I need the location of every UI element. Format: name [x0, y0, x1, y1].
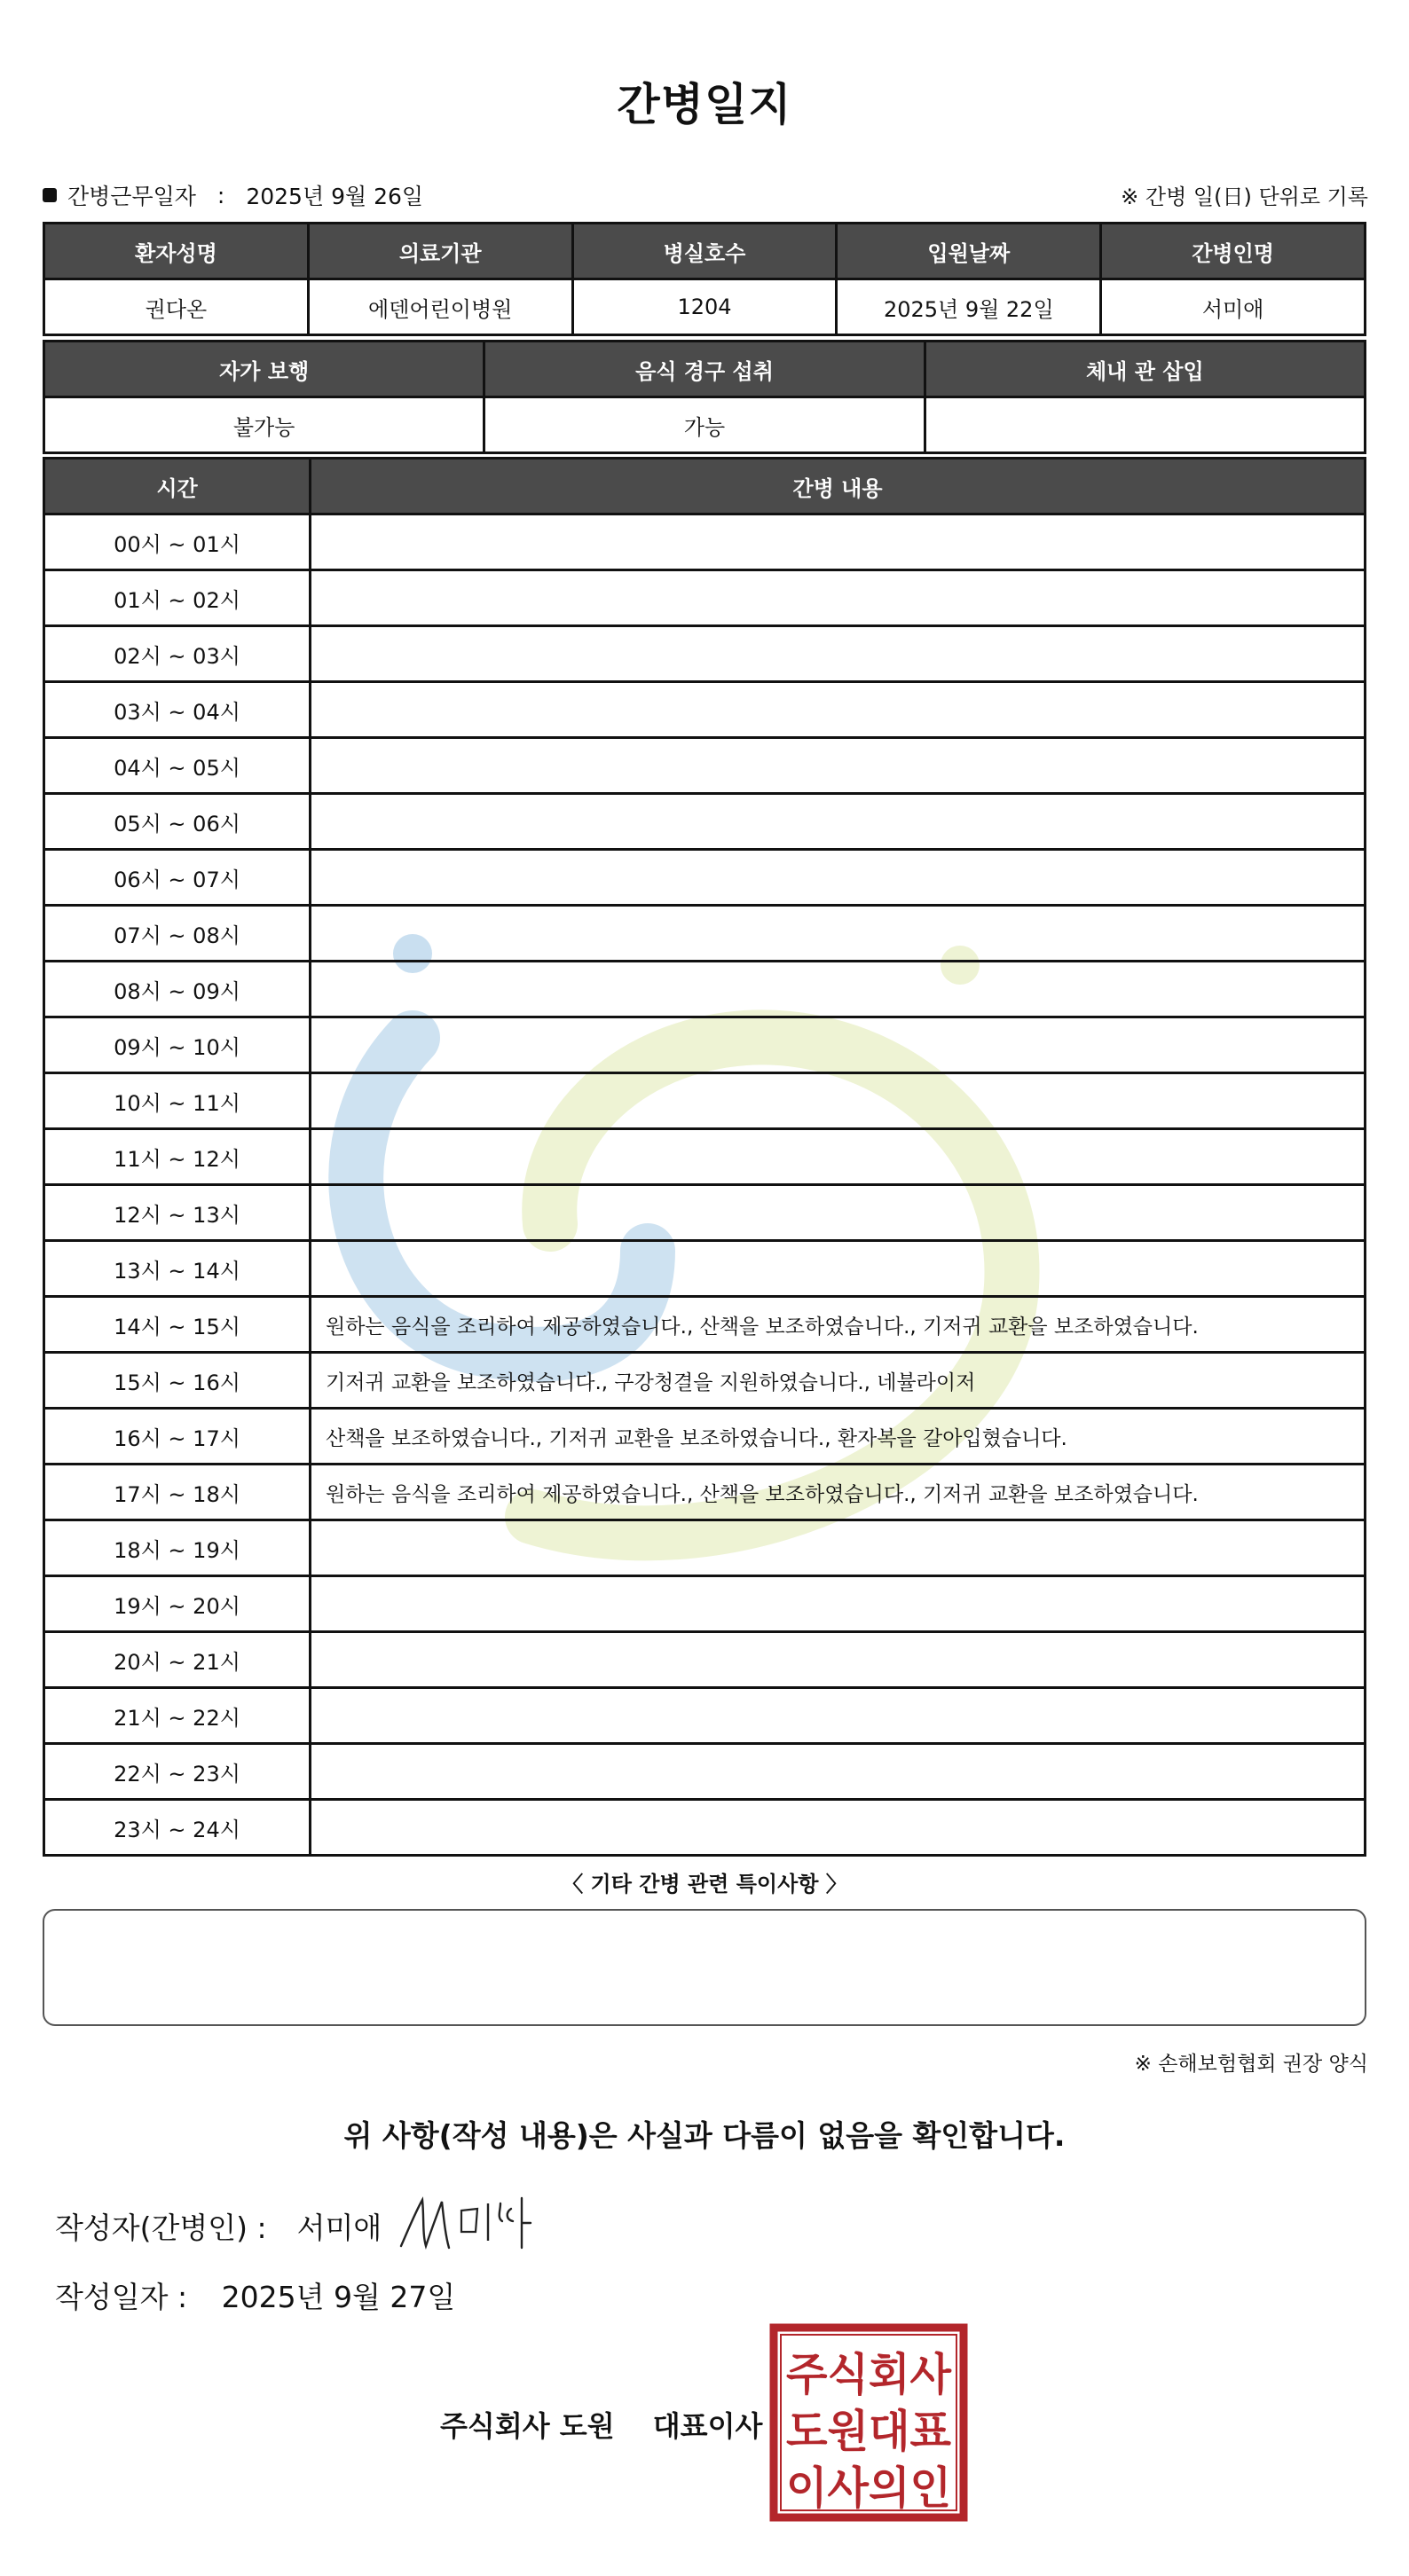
- header-care-content: 간병 내용: [311, 459, 1366, 514]
- log-row: [44, 626, 1366, 682]
- log-time: 22시 ~ 23시: [44, 1744, 311, 1800]
- log-time: 20시 ~ 21시: [44, 1632, 311, 1688]
- log-content: [311, 626, 1366, 682]
- header-oral-intake: 음식 경구 섭취: [484, 342, 925, 397]
- log-row: [44, 1744, 1366, 1800]
- self-walking: 불가능: [44, 397, 484, 453]
- handwritten-signature: [396, 2191, 538, 2255]
- log-row: [44, 850, 1366, 906]
- log-time: 15시 ~ 16시: [44, 1353, 311, 1409]
- log-time: 02시 ~ 03시: [44, 626, 311, 682]
- log-row: [44, 1073, 1366, 1129]
- log-row: [44, 1297, 1366, 1353]
- patient-info-table: [43, 222, 1366, 336]
- log-content: [311, 1520, 1366, 1576]
- log-row: [44, 514, 1366, 570]
- log-time: 23시 ~ 24시: [44, 1800, 311, 1856]
- log-time: 19시 ~ 20시: [44, 1576, 311, 1632]
- log-time: 11시 ~ 12시: [44, 1129, 311, 1185]
- log-time: 12시 ~ 13시: [44, 1185, 311, 1241]
- header-room-number: 병실호수: [572, 224, 837, 279]
- log-content: [311, 850, 1366, 906]
- log-time: 21시 ~ 22시: [44, 1688, 311, 1744]
- log-row: [44, 1800, 1366, 1856]
- write-date-label: 작성일자 :: [55, 2280, 188, 2314]
- writer-line: [55, 2205, 382, 2247]
- writer-name: 서미애: [296, 2211, 382, 2245]
- log-time: 03시 ~ 04시: [44, 682, 311, 738]
- admission-date: 2025년 9월 22일: [837, 279, 1101, 335]
- oral-intake: 가능: [484, 397, 925, 453]
- log-row: [44, 1185, 1366, 1241]
- log-time: 01시 ~ 02시: [44, 570, 311, 626]
- writer-label: 작성자(간병인) :: [55, 2211, 267, 2245]
- log-content: [311, 1017, 1366, 1073]
- log-time: 06시 ~ 07시: [44, 850, 311, 906]
- log-content: [311, 514, 1366, 570]
- company-line: [440, 2404, 762, 2445]
- log-time: 04시 ~ 05시: [44, 738, 311, 794]
- patient-status-table: [43, 340, 1366, 454]
- log-content: [311, 794, 1366, 850]
- unit-note: ※ 간병 일(日) 단위로 기록: [1121, 185, 1368, 209]
- log-content: [311, 682, 1366, 738]
- log-row: [44, 1017, 1366, 1073]
- log-time: 17시 ~ 18시: [44, 1465, 311, 1520]
- log-time: 00시 ~ 01시: [44, 514, 311, 570]
- log-content: [311, 1073, 1366, 1129]
- log-row: [44, 906, 1366, 962]
- company-name: 주식회사 도원: [440, 2409, 615, 2443]
- log-content: [311, 1688, 1366, 1744]
- work-date-value: 2025년 9월 26일: [246, 184, 424, 209]
- log-row: [44, 1520, 1366, 1576]
- log-time: 16시 ~ 17시: [44, 1409, 311, 1465]
- log-time: 13시 ~ 14시: [44, 1241, 311, 1297]
- seal-line-2: 도원대표: [786, 2406, 952, 2457]
- log-row: [44, 1688, 1366, 1744]
- log-row: [44, 570, 1366, 626]
- hospital: 에덴어린이병원: [308, 279, 572, 335]
- write-date-line: [55, 2274, 455, 2316]
- bullet-square-icon: [43, 188, 57, 202]
- log-row: [44, 1576, 1366, 1632]
- seal-line-3: 이사의인: [786, 2462, 951, 2514]
- log-row: [44, 962, 1366, 1017]
- log-content: [311, 962, 1366, 1017]
- log-row: [44, 1241, 1366, 1297]
- document-title: 간병일지: [617, 79, 792, 130]
- log-content: [311, 570, 1366, 626]
- log-content: [311, 1129, 1366, 1185]
- log-content: [311, 1800, 1366, 1856]
- log-content: 원하는 음식을 조리하여 제공하였습니다., 산책을 보조하였습니다., 기저귀 교환을 보조하였습니다.: [311, 1297, 1366, 1353]
- log-content: 원하는 음식을 조리하여 제공하였습니다., 산책을 보조하였습니다., 기저귀 교환을 보조하였습니다.: [311, 1465, 1366, 1520]
- header-tube-insertion: 체내 관 삽입: [925, 342, 1365, 397]
- header-time: 시간: [44, 459, 311, 514]
- patient-name: 권다온: [44, 279, 309, 335]
- caregiver-name: 서미애: [1101, 279, 1366, 335]
- log-content: [311, 1576, 1366, 1632]
- log-content: [311, 1632, 1366, 1688]
- company-ceo-title: 대표이사: [652, 2409, 763, 2443]
- log-content: 기저귀 교환을 보조하였습니다., 구강청결을 지원하였습니다., 네뷸라이저: [311, 1353, 1366, 1409]
- work-date-label: 간병근무일자: [67, 184, 196, 209]
- log-row: [44, 738, 1366, 794]
- header-caregiver-name: 간병인명: [1101, 224, 1366, 279]
- work-date-colon: :: [216, 182, 225, 208]
- log-time: 08시 ~ 09시: [44, 962, 311, 1017]
- other-notes-title: 〈 기타 간병 관련 특이사항 〉: [562, 1872, 847, 1897]
- log-row: [44, 682, 1366, 738]
- room-number: 1204: [572, 279, 837, 335]
- other-notes-box: [43, 1909, 1366, 2026]
- log-row: [44, 1129, 1366, 1185]
- log-content: [311, 906, 1366, 962]
- company-seal: [768, 2322, 969, 2523]
- write-date-value: 2025년 9월 27일: [221, 2280, 456, 2314]
- header-self-walking: 자가 보행: [44, 342, 484, 397]
- header-patient-name: 환자성명: [44, 224, 309, 279]
- work-date: [43, 179, 423, 211]
- log-time: 10시 ~ 11시: [44, 1073, 311, 1129]
- log-content: 산책을 보조하였습니다., 기저귀 교환을 보조하였습니다., 환자복을 갈아입혔습니다.: [311, 1409, 1366, 1465]
- confirmation-statement: 위 사항(작성 내용)은 사실과 다름이 없음을 확인합니다.: [343, 2118, 1066, 2153]
- log-row: [44, 794, 1366, 850]
- log-time: 14시 ~ 15시: [44, 1297, 311, 1353]
- log-content: [311, 1744, 1366, 1800]
- log-row: [44, 1409, 1366, 1465]
- log-content: [311, 1185, 1366, 1241]
- log-row: [44, 1632, 1366, 1688]
- recommend-note: ※ 손해보험협회 권장 양식: [1134, 2053, 1368, 2076]
- log-content: [311, 738, 1366, 794]
- tube-insertion: [925, 397, 1365, 453]
- log-time: 07시 ~ 08시: [44, 906, 311, 962]
- seal-line-1: 주식회사: [786, 2349, 952, 2400]
- log-row: [44, 1353, 1366, 1409]
- log-row: [44, 1465, 1366, 1520]
- log-time: 09시 ~ 10시: [44, 1017, 311, 1073]
- care-log-table: [43, 457, 1366, 1857]
- header-admission-date: 입원날짜: [837, 224, 1101, 279]
- log-time: 18시 ~ 19시: [44, 1520, 311, 1576]
- header-hospital: 의료기관: [308, 224, 572, 279]
- log-content: [311, 1241, 1366, 1297]
- log-time: 05시 ~ 06시: [44, 794, 311, 850]
